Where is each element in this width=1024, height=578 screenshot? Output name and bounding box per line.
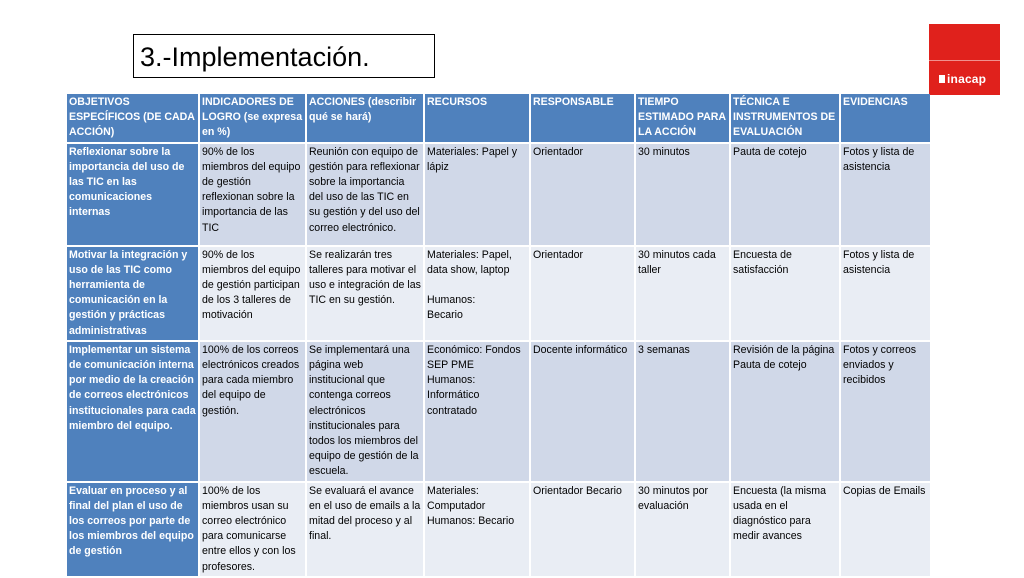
cell-tiempo: 30 minutos por evaluación (636, 483, 729, 576)
cell-recursos: Materiales: Computador Humanos: Becario (425, 483, 529, 576)
header-tiempo: TIEMPO ESTIMADO PARA LA ACCIÓN (636, 94, 729, 142)
cell-objetivo: Reflexionar sobre la importancia del uso de las TIC en las comunicaciones internas (67, 144, 198, 245)
table-row (67, 483, 930, 576)
cell-tiempo: 30 minutos cada taller (636, 247, 729, 340)
cell-accion: Se evaluará el avance en el uso de emails a la mitad del proceso y al final. (307, 483, 423, 576)
cell-evidencias: Copias de Emails (841, 483, 930, 576)
cell-evidencias: Fotos y lista de asistencia (841, 247, 930, 340)
header-recursos: RECURSOS (425, 94, 529, 142)
cell-recursos: Materiales: Papel y lápiz (425, 144, 529, 245)
table-header-row (67, 94, 930, 142)
table-row (67, 342, 930, 481)
slide-title: 3.-Implementación. (133, 34, 435, 78)
cell-tiempo: 3 semanas (636, 342, 729, 481)
cell-indicador: 100% de los correos electrónicos creados para cada miembro del equipo de gestión. (200, 342, 305, 481)
cell-recursos: Materiales: Papel, data show, laptop Humanos: Becario (425, 247, 529, 340)
table-row (67, 144, 930, 245)
header-objetivos: OBJETIVOS ESPECÍFICOS (DE CADA ACCIÓN) (67, 94, 198, 142)
cell-responsable: Docente informático (531, 342, 634, 481)
cell-indicador: 90% de los miembros del equipo de gestión reflexionan sobre la importancia de las TIC (200, 144, 305, 245)
header-tecnica: TÉCNICA E INSTRUMENTOS DE EVALUACIÓN (731, 94, 839, 142)
cell-tecnica: Revisión de la página Pauta de cotejo (731, 342, 839, 481)
cell-recursos: Económico: Fondos SEP PME Humanos: Informático contratado (425, 342, 529, 481)
cell-objetivo: Motivar la integración y uso de las TIC como herramienta de comunicación en la gestión y prácticas administrativas (67, 247, 198, 340)
cell-evidencias: Fotos y lista de asistencia (841, 144, 930, 245)
cell-tiempo: 30 minutos (636, 144, 729, 245)
logo-square-icon (939, 75, 945, 83)
cell-tecnica: Pauta de cotejo (731, 144, 839, 245)
cell-tecnica: Encuesta (la misma usada en el diagnóstico para medir avances (731, 483, 839, 576)
cell-accion: Se implementará una página web institucional que contenga correos electrónicos institucionales para todos los miembros del equipo de gestión de la escuela. (307, 342, 423, 481)
cell-indicador: 100% de los miembros usan su correo electrónico para comunicarse entre ellos y con los profesores. (200, 483, 305, 576)
implementation-table (65, 92, 932, 578)
table-row (67, 247, 930, 340)
logo-divider (929, 60, 1000, 61)
cell-responsable: Orientador (531, 144, 634, 245)
cell-accion: Se realizarán tres talleres para motivar el uso e integración de las TIC en su gestión. (307, 247, 423, 340)
cell-accion: Reunión con equipo de gestión para reflexionar sobre la importancia del uso de las TIC en su gestión y del uso del correo electrónico. (307, 144, 423, 245)
cell-evidencias: Fotos y correos enviados y recibidos (841, 342, 930, 481)
inacap-logo (929, 24, 1000, 95)
cell-indicador: 90% de los miembros del equipo de gestión participan de los 3 talleres de motivación (200, 247, 305, 340)
header-acciones: ACCIONES (describir qué se hará) (307, 94, 423, 142)
cell-tecnica: Encuesta de satisfacción (731, 247, 839, 340)
cell-responsable: Orientador (531, 247, 634, 340)
header-responsable: RESPONSABLE (531, 94, 634, 142)
logo-text: inacap (947, 72, 987, 86)
cell-responsable: Orientador Becario (531, 483, 634, 576)
header-evidencias: EVIDENCIAS (841, 94, 930, 142)
header-indicadores: INDICADORES DE LOGRO (se expresa en %) (200, 94, 305, 142)
cell-objetivo: Implementar un sistema de comunicación interna por medio de la creación de correos electrónicos institucionales para cada miembro del equipo. (67, 342, 198, 481)
logo-mark (939, 72, 986, 86)
cell-objetivo: Evaluar en proceso y al final del plan el uso de los correos por parte de los miembros del equipo de gestión (67, 483, 198, 576)
